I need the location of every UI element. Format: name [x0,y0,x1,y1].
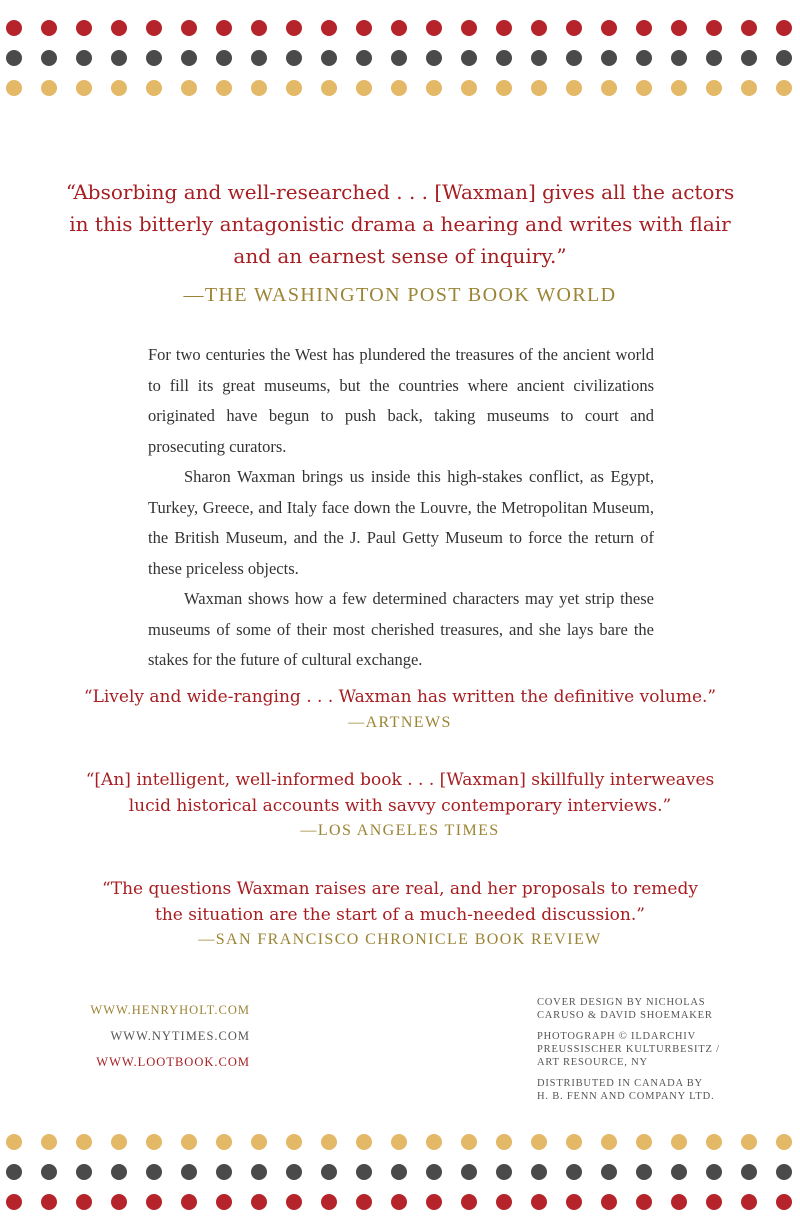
decorative-dot [531,1164,547,1180]
decorative-dot [251,1134,267,1150]
decorative-dot [41,1194,57,1210]
dot-row [0,1160,800,1184]
description-paragraph: Waxman shows how a few determined characters may yet strip these museums of some of their most cherished treasures, and she lays bare the stakes for the future of cultural exchange. [148,589,654,669]
decorative-dot [251,20,267,36]
decorative-dot [636,1134,652,1150]
decorative-dot [181,1134,197,1150]
decorative-dot [741,1194,757,1210]
decorative-dot [426,50,442,66]
decorative-dot [601,1164,617,1180]
decorative-dot [671,1164,687,1180]
decorative-dot [41,80,57,96]
decorative-dot [6,80,22,96]
decorative-dot [286,80,302,96]
decorative-dot [601,1194,617,1210]
decorative-dot [76,20,92,36]
decorative-dot [146,1164,162,1180]
decorative-dot [706,1194,722,1210]
decorative-dot [706,20,722,36]
decorative-dot [671,20,687,36]
decorative-dot [426,1134,442,1150]
lead-quote-attribution: —THE WASHINGTON POST BOOK WORLD [183,284,617,306]
decorative-dot [391,1194,407,1210]
decorative-dot [6,1194,22,1210]
credit-cover-design [537,996,777,1022]
decorative-dot [181,20,197,36]
decorative-dot [776,1194,792,1210]
credit-line: DISTRIBUTED IN CANADA BY [537,1078,703,1089]
decorative-dot [566,20,582,36]
decorative-dot [356,20,372,36]
credit-line: PREUSSISCHER KULTURBESITZ / [537,1044,720,1055]
decorative-dot [321,20,337,36]
decorative-dot [41,50,57,66]
decorative-dot [776,1134,792,1150]
credit-line: ART RESOURCE, NY [537,1057,648,1068]
decorative-dot [76,80,92,96]
decorative-dot [601,80,617,96]
decorative-dot [531,1194,547,1210]
decorative-dot [321,50,337,66]
decorative-dot [146,80,162,96]
decorative-dot [671,50,687,66]
lead-quote [60,176,740,272]
credit-distribution [537,1077,777,1103]
link-nytimes[interactable]: WWW.NYTIMES.COM [110,1029,250,1043]
credit-line: COVER DESIGN BY NICHOLAS [537,997,706,1008]
decorative-dot [216,50,232,66]
decorative-dot [496,1194,512,1210]
decorative-dot [636,1194,652,1210]
decorative-dot [251,1164,267,1180]
decorative-dot [286,20,302,36]
decorative-dot [776,80,792,96]
dot-row [0,1130,800,1154]
decorative-dot [216,80,232,96]
lead-quote-line: in this bitterly antagonistic drama a hearing and writes with flair [69,212,731,236]
decorative-dot [566,1164,582,1180]
decorative-dot [531,50,547,66]
decorative-dot [671,80,687,96]
decorative-dot [566,1194,582,1210]
review-quote-artnews [60,684,740,710]
decorative-dot [776,20,792,36]
quote-attribution-sf-chronicle: —SAN FRANCISCO CHRONICLE BOOK REVIEW [198,931,602,948]
decorative-dot [741,1164,757,1180]
decorative-dot [356,80,372,96]
quote-line: the situation are the start of a much-needed discussion.” [155,905,645,925]
cover-credits [537,996,777,1111]
decorative-dot [426,20,442,36]
description-paragraph: Sharon Waxman brings us inside this high-stakes conflict, as Egypt, Turkey, Greece, and Italy face down the Louvre, the Metropolitan Museum, the British Museum, and the J. Paul Getty Museum to force the return of these priceless objects. [148,467,654,578]
decorative-dot [706,50,722,66]
decorative-dot [321,1134,337,1150]
decorative-dot [391,20,407,36]
decorative-dot [636,50,652,66]
decorative-dot [566,80,582,96]
link-henryholt[interactable]: WWW.HENRYHOLT.COM [90,1003,250,1017]
quote-line: “[An] intelligent, well-informed book . . . [Waxman] skillfully interweaves [85,770,715,790]
decorative-dot [391,80,407,96]
decorative-dot [496,1134,512,1150]
decorative-dot [601,20,617,36]
quote-line: “The questions Waxman raises are real, and her proposals to remedy [102,879,698,899]
decorative-dot [776,50,792,66]
decorative-dot [741,20,757,36]
decorative-dot [496,1164,512,1180]
decorative-dot [496,80,512,96]
decorative-dot [461,1194,477,1210]
decorative-dot [461,1164,477,1180]
description-paragraph: For two centuries the West has plundered the treasures of the ancient world to fill its great museums, but the countries where ancient civilizations originated have begun to push back, taking museums to court and prosecuting curators. [148,345,654,456]
decorative-dot [636,80,652,96]
credit-line: PHOTOGRAPH © ILDARCHIV [537,1031,696,1042]
dot-row [0,46,800,70]
decorative-dot [181,1164,197,1180]
link-lootbook[interactable]: WWW.LOOTBOOK.COM [96,1055,250,1069]
decorative-dot [321,1194,337,1210]
decorative-dot [251,50,267,66]
decorative-dot [461,20,477,36]
lead-quote-line: “Absorbing and well-researched . . . [Waxman] gives all the actors [65,180,735,204]
decorative-dot [426,80,442,96]
decorative-dot [6,1164,22,1180]
decorative-dot [216,1164,232,1180]
decorative-dot [111,1134,127,1150]
decorative-dot [146,1134,162,1150]
decorative-dot [76,1134,92,1150]
decorative-dot [146,1194,162,1210]
dot-row [0,76,800,100]
decorative-dot [531,20,547,36]
decorative-dot [6,1134,22,1150]
decorative-dot [286,50,302,66]
decorative-dot [111,20,127,36]
decorative-dot [391,1134,407,1150]
decorative-dot [356,50,372,66]
decorative-dot [146,20,162,36]
decorative-dot [706,1164,722,1180]
quote-line: lucid historical accounts with savvy contemporary interviews.” [128,796,672,816]
decorative-dot [181,80,197,96]
dot-row [0,16,800,40]
decorative-dot [391,1164,407,1180]
decorative-dot [426,1194,442,1210]
decorative-dot [531,80,547,96]
decorative-dot [181,1194,197,1210]
decorative-dot [356,1164,372,1180]
decorative-dot [496,50,512,66]
decorative-dot [566,50,582,66]
decorative-dot [601,50,617,66]
decorative-dot [146,50,162,66]
decorative-dot [706,80,722,96]
decorative-dot [321,1164,337,1180]
decorative-dot [671,1194,687,1210]
decorative-dot [636,1164,652,1180]
decorative-dot [216,1134,232,1150]
decorative-dot [181,50,197,66]
decorative-dot [461,1134,477,1150]
decorative-dot [41,20,57,36]
decorative-dot [6,50,22,66]
decorative-dot [286,1134,302,1150]
decorative-dot [601,1134,617,1150]
decorative-dot [741,50,757,66]
review-quote-la-times [60,767,740,819]
decorative-dot [6,20,22,36]
decorative-dot [496,20,512,36]
decorative-dot [76,50,92,66]
decorative-dot [426,1164,442,1180]
credit-line: CARUSO & DAVID SHOEMAKER [537,1010,713,1021]
decorative-dot [111,1164,127,1180]
decorative-dot [636,20,652,36]
decorative-dot [776,1164,792,1180]
decorative-dot [391,50,407,66]
decorative-dot [531,1134,547,1150]
decorative-dot [41,1134,57,1150]
decorative-dot [216,20,232,36]
decorative-dot [111,50,127,66]
web-links [40,1000,250,1078]
decorative-dot [216,1194,232,1210]
book-description [148,340,654,676]
quote-attribution-la-times: —LOS ANGELES TIMES [300,822,500,839]
quote-attribution-artnews: —ARTNEWS [348,714,452,731]
decorative-dot [111,1194,127,1210]
decorative-dot [671,1134,687,1150]
decorative-dot [41,1164,57,1180]
credit-photograph [537,1030,777,1069]
decorative-dot [706,1134,722,1150]
decorative-dot [321,80,337,96]
decorative-dot [286,1194,302,1210]
decorative-dot [741,1134,757,1150]
decorative-dot [356,1134,372,1150]
decorative-dot [566,1134,582,1150]
decorative-dot [111,80,127,96]
dot-row [0,1190,800,1214]
decorative-dot [286,1164,302,1180]
decorative-dot [76,1194,92,1210]
review-quote-sf-chronicle [60,876,740,928]
decorative-dot [251,1194,267,1210]
quote-line: “Lively and wide-ranging . . . Waxman has written the definitive volume.” [83,687,717,707]
lead-quote-line: and an earnest sense of inquiry.” [233,244,567,268]
credit-line: H. B. FENN AND COMPANY LTD. [537,1091,715,1102]
decorative-dot [461,50,477,66]
decorative-dot [251,80,267,96]
decorative-dot [461,80,477,96]
decorative-dot [741,80,757,96]
decorative-dot [76,1164,92,1180]
decorative-dot [356,1194,372,1210]
